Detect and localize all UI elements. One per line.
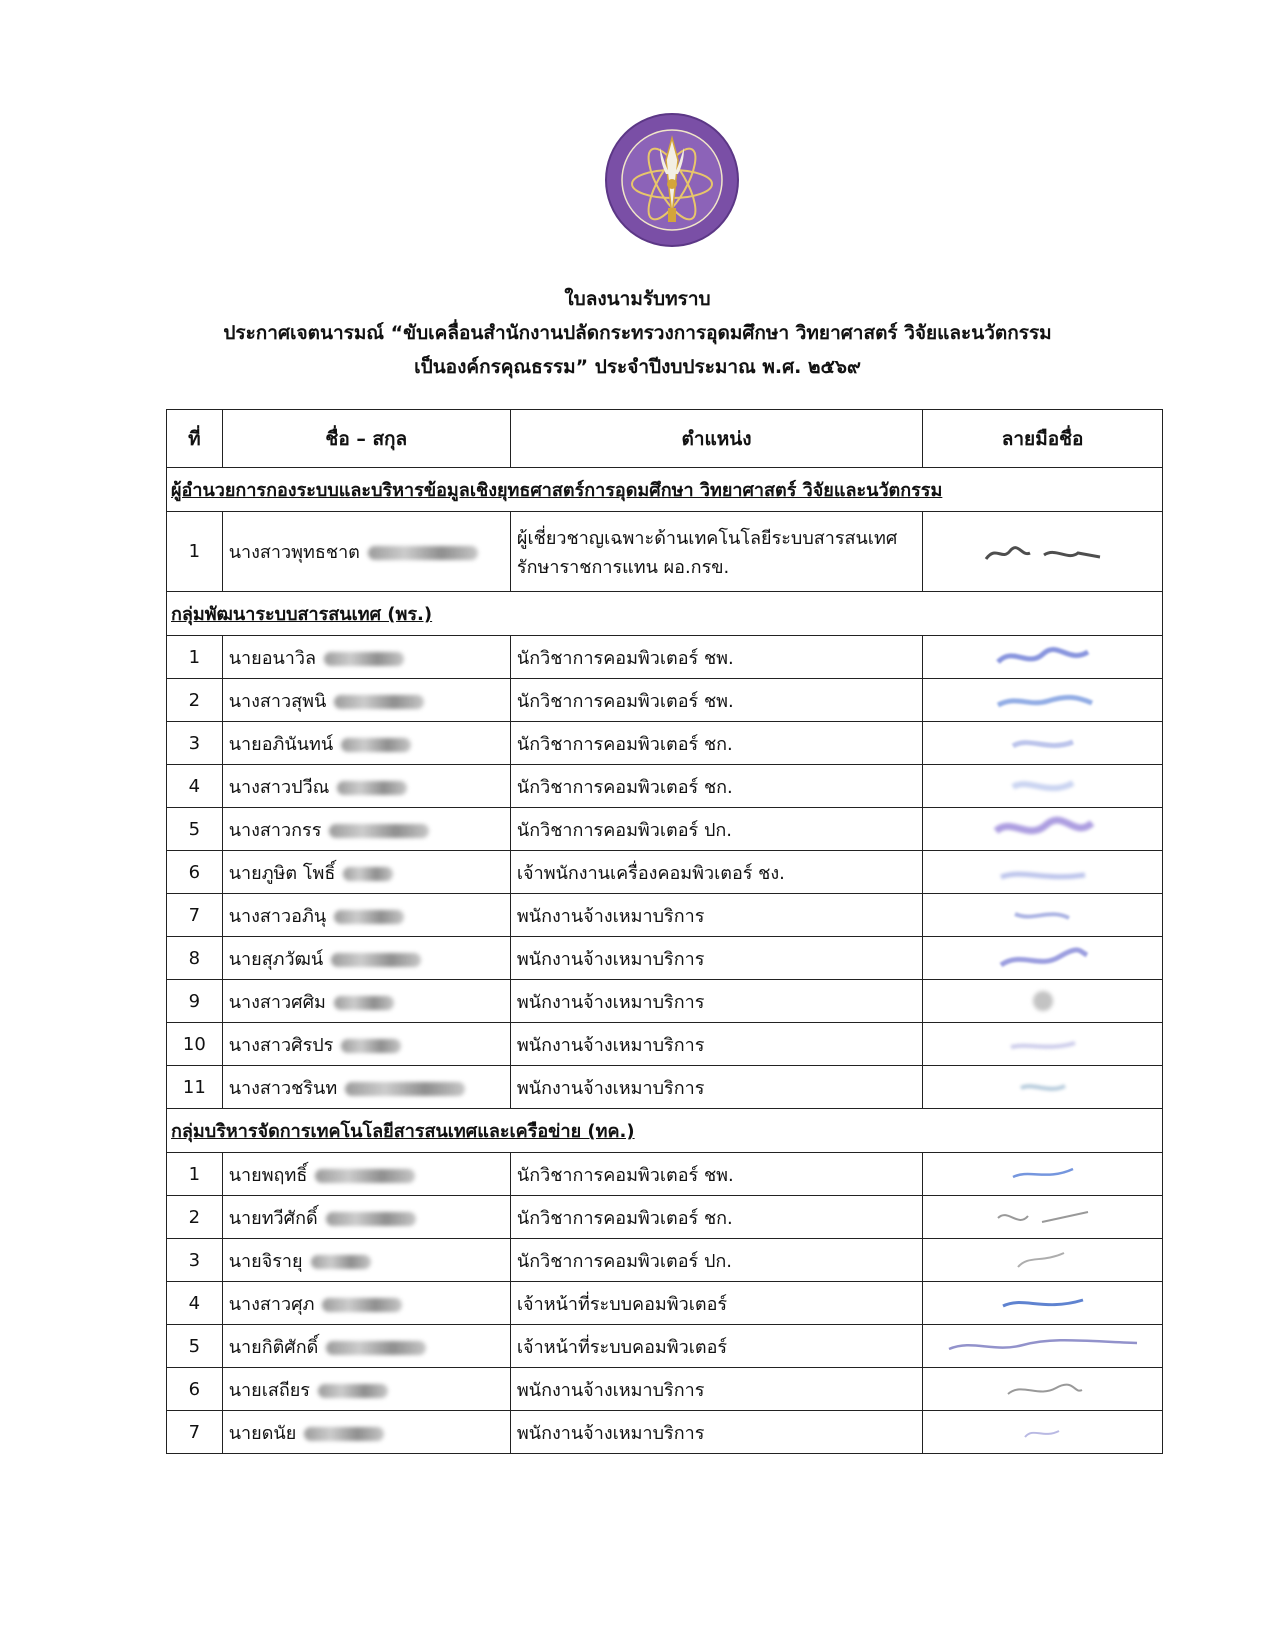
signature-image	[923, 765, 1163, 808]
table-row: 5 นายกิติศักดิ์ เจ้าหน้าที่ระบบคอมพิวเตอร์	[167, 1325, 1163, 1368]
row-position: ผู้เชี่ยวชาญเฉพาะด้านเทคโนโลยีระบบสารสนเทศ รักษาราชการแทน ผอ.กรข.	[510, 512, 922, 592]
signature-image	[923, 679, 1163, 722]
table-row: 5 นางสาวกรร นักวิชาการคอมพิวเตอร์ ปก.	[167, 808, 1163, 851]
table-row: 6 นายภูษิต โพธิ์ เจ้าพนักงานเครื่องคอมพิวเตอร์ ชง.	[167, 851, 1163, 894]
group-title-pr: กลุ่มพัฒนาระบบสารสนเทศ (พร.)	[167, 592, 1163, 636]
header-no: ที่	[167, 410, 223, 468]
signature-image	[923, 1196, 1163, 1239]
signature-image	[923, 1239, 1163, 1282]
table-row: 4 นางสาวศุภ เจ้าหน้าที่ระบบคอมพิวเตอร์	[167, 1282, 1163, 1325]
signature-image	[923, 1368, 1163, 1411]
signature-image	[923, 1066, 1163, 1109]
signature-image	[923, 1411, 1163, 1454]
group-title-director: ผู้อำนวยการกองระบบและบริหารข้อมูลเชิงยุทธศาสตร์การอุดมศึกษา วิทยาศาสตร์ วิจัยและนวัตกรรม	[167, 468, 1163, 512]
signature-image	[923, 1023, 1163, 1066]
table-row: 11 นางสาวชรินท พนักงานจ้างเหมาบริการ	[167, 1066, 1163, 1109]
signature-image	[923, 808, 1163, 851]
signature-image	[923, 636, 1163, 679]
ministry-seal-icon	[604, 112, 740, 248]
signature-image	[923, 894, 1163, 937]
table-row: 2 นางสาวสุพนิ นักวิชาการคอมพิวเตอร์ ชพ.	[167, 679, 1163, 722]
group-title-tk: กลุ่มบริหารจัดการเทคโนโลยีสารสนเทศและเครือข่าย (ทค.)	[167, 1109, 1163, 1153]
header-name: ชื่อ – สกุล	[222, 410, 510, 468]
table-row: 9 นางสาวศศิม พนักงานจ้างเหมาบริการ	[167, 980, 1163, 1023]
signature-image	[923, 1325, 1163, 1368]
table-row: 6 นายเสถียร พนักงานจ้างเหมาบริการ	[167, 1368, 1163, 1411]
table-row: 7 นางสาวอภินุ พนักงานจ้างเหมาบริการ	[167, 894, 1163, 937]
table-row: 8 นายสุภวัฒน์ พนักงานจ้างเหมาบริการ	[167, 937, 1163, 980]
signature-image	[923, 980, 1163, 1023]
document-subtitle-line2: เป็นองค์กรคุณธรรม” ประจำปีงบประมาณ พ.ศ. ๒๕๖๙	[414, 356, 861, 378]
signature-image	[923, 512, 1163, 592]
table-row: 2 นายทวีศักดิ์ นักวิชาการคอมพิวเตอร์ ชก.	[167, 1196, 1163, 1239]
document-subtitle-line1: ประกาศเจตนารมณ์ “ขับเคลื่อนสำนักงานปลัดกระทรวงการอุดมศึกษา วิทยาศาสตร์ วิจัยและนวัตกรรม	[223, 322, 1052, 344]
signature-image	[923, 1153, 1163, 1196]
table-row: 1 นายพฤทธิ์ นักวิชาการคอมพิวเตอร์ ชพ.	[167, 1153, 1163, 1196]
table-row: 10 นางสาวศิรปร พนักงานจ้างเหมาบริการ	[167, 1023, 1163, 1066]
signature-image	[923, 1282, 1163, 1325]
table-row: 7 นายดนัย พนักงานจ้างเหมาบริการ	[167, 1411, 1163, 1454]
signature-table	[166, 409, 1163, 1454]
table-row: 3 นายจิรายุ นักวิชาการคอมพิวเตอร์ ปก.	[167, 1239, 1163, 1282]
signature-image	[923, 937, 1163, 980]
table-row: 4 นางสาวปวีณ นักวิชาการคอมพิวเตอร์ ชก.	[167, 765, 1163, 808]
signature-image	[923, 851, 1163, 894]
row-name: นางสาวพุทธชาต	[222, 512, 510, 592]
document-title: ใบลงนามรับทราบ	[564, 288, 711, 310]
table-row	[167, 512, 1163, 592]
header-signature: ลายมือชื่อ	[923, 410, 1163, 468]
table-row: 1 นายอนาวิล นักวิชาการคอมพิวเตอร์ ชพ.	[167, 636, 1163, 679]
table-row: 3 นายอภินันทน์ นักวิชาการคอมพิวเตอร์ ชก.	[167, 722, 1163, 765]
header-position: ตำแหน่ง	[510, 410, 922, 468]
signature-image	[923, 722, 1163, 765]
row-no: 1	[167, 512, 223, 592]
